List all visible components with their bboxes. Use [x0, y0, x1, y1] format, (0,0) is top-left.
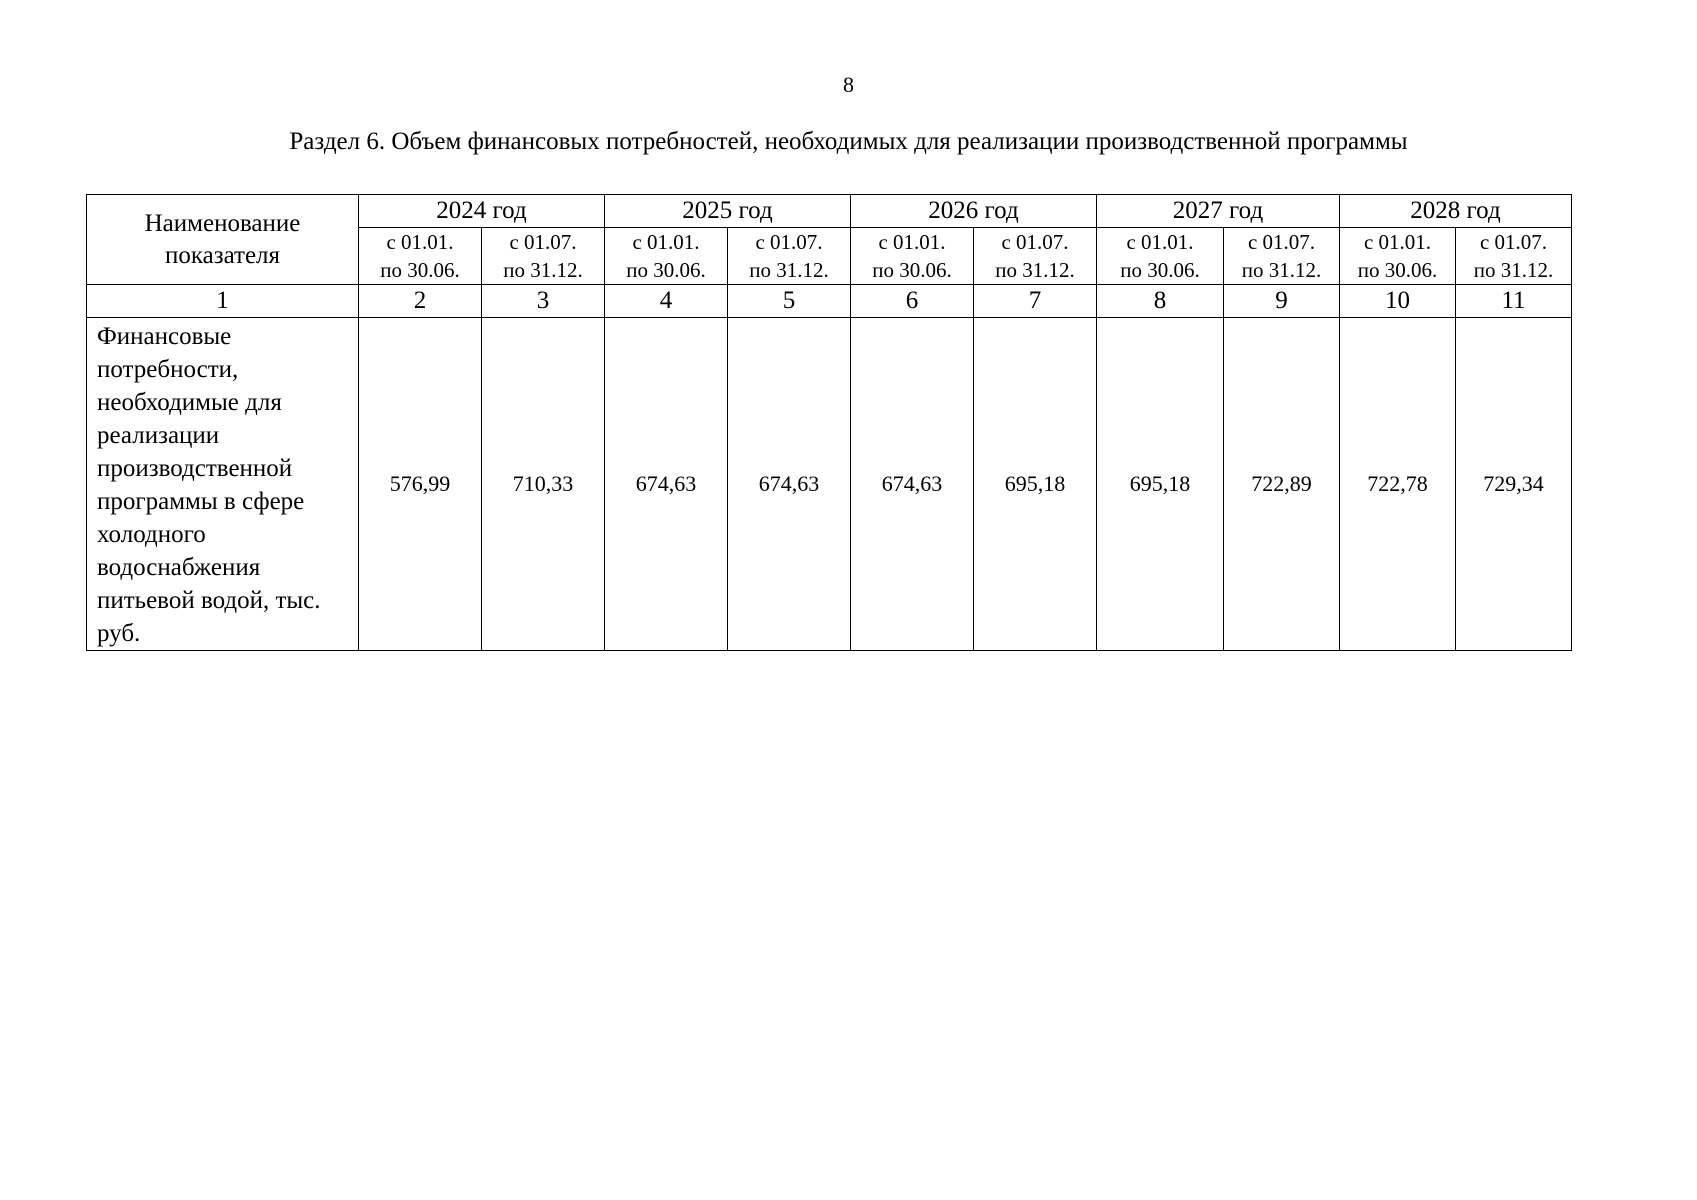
year-header: 2026 год — [851, 195, 1097, 228]
period-from: с 01.01. — [1126, 230, 1194, 254]
period-to: по 30.06. — [872, 258, 952, 282]
column-number: 7 — [974, 285, 1097, 318]
year-header: 2025 год — [605, 195, 851, 228]
indicator-name: Финансовые потребности, необходимые для реализации производственной программы в сфере холодного водоснабжения питьевой водой, тыс. руб. — [87, 318, 359, 651]
period-to: по 31.12. — [1241, 258, 1322, 282]
year-header-row — [87, 195, 1572, 228]
page-number: 8 — [843, 72, 854, 97]
column-number: 5 — [728, 285, 851, 318]
period-to: по 31.12. — [995, 258, 1075, 282]
period-header — [605, 228, 728, 285]
year-header: 2028 год — [1340, 195, 1572, 228]
period-header — [1340, 228, 1456, 285]
period-to: по 30.06. — [380, 258, 460, 282]
period-header — [1456, 228, 1572, 285]
period-to: по 30.06. — [626, 258, 706, 282]
period-header — [482, 228, 605, 285]
period-header — [974, 228, 1097, 285]
indicator-name-header: Наименование показателя — [87, 195, 359, 285]
period-to: по 31.12. — [749, 258, 829, 282]
value-cell: 722,89 — [1224, 318, 1340, 651]
value-cell: 695,18 — [1097, 318, 1224, 651]
column-number: 4 — [605, 285, 728, 318]
period-from: с 01.01. — [878, 230, 946, 254]
section-title: Раздел 6. Объем финансовых потребностей, необходимых для реализации производственной программы — [289, 128, 1408, 155]
table-row — [87, 318, 1572, 651]
period-from: с 01.01. — [1363, 230, 1432, 254]
value-cell: 674,63 — [605, 318, 728, 651]
value-cell: 674,63 — [851, 318, 974, 651]
period-to: по 31.12. — [1473, 258, 1554, 282]
period-header — [728, 228, 851, 285]
value-cell: 674,63 — [728, 318, 851, 651]
period-to: по 30.06. — [1120, 258, 1200, 282]
period-from: с 01.01. — [386, 230, 454, 254]
column-number: 6 — [851, 285, 974, 318]
column-number: 9 — [1224, 285, 1340, 318]
period-to: по 30.06. — [1357, 258, 1438, 282]
year-header: 2027 год — [1097, 195, 1340, 228]
column-number: 1 — [87, 285, 359, 318]
period-header — [1097, 228, 1224, 285]
period-header — [851, 228, 974, 285]
value-cell: 710,33 — [482, 318, 605, 651]
value-cell: 576,99 — [359, 318, 482, 651]
period-from: с 01.01. — [632, 230, 700, 254]
year-header: 2024 год — [359, 195, 605, 228]
period-from: с 01.07. — [755, 230, 823, 254]
financial-needs-table — [86, 194, 1572, 651]
column-number: 10 — [1340, 285, 1456, 318]
value-cell: 722,78 — [1340, 318, 1456, 651]
period-header — [1224, 228, 1340, 285]
column-number: 2 — [359, 285, 482, 318]
period-from: с 01.07. — [509, 230, 577, 254]
column-number-row — [87, 285, 1572, 318]
period-from: с 01.07. — [1479, 230, 1548, 254]
column-number: 3 — [482, 285, 605, 318]
value-cell: 695,18 — [974, 318, 1097, 651]
period-to: по 31.12. — [503, 258, 583, 282]
period-header — [359, 228, 482, 285]
value-cell: 729,34 — [1456, 318, 1572, 651]
column-number: 8 — [1097, 285, 1224, 318]
period-from: с 01.07. — [1001, 230, 1069, 254]
column-number: 11 — [1456, 285, 1572, 318]
period-from: с 01.07. — [1247, 230, 1316, 254]
